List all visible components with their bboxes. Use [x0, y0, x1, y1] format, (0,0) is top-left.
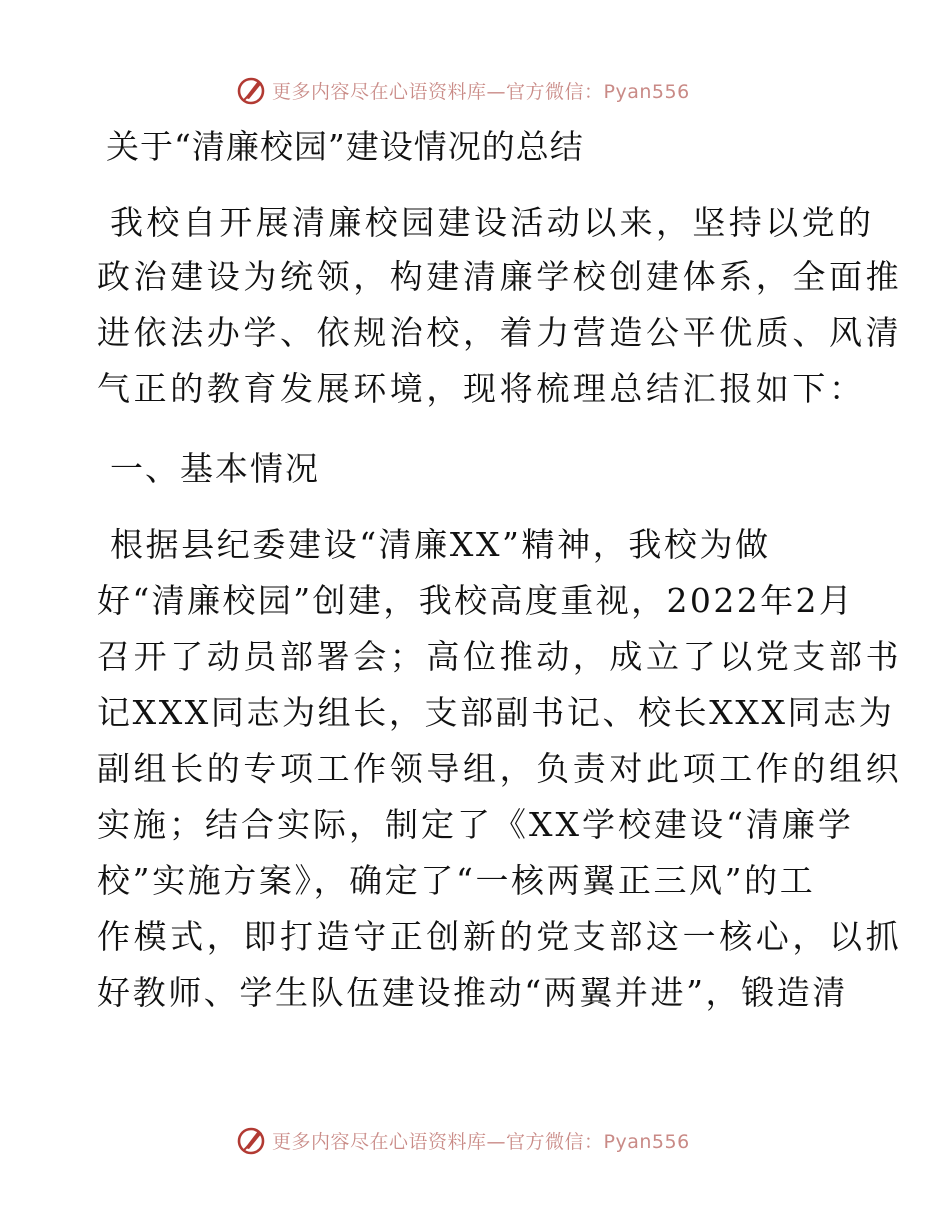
quill-logo-icon	[236, 74, 268, 106]
watermark-header	[236, 72, 690, 108]
paragraph-line: 气正的教育发展环境，现将梳理总结汇报如下：	[97, 369, 866, 408]
section-heading: 一、基本情况	[110, 449, 320, 488]
paragraph-line: 召开了动员部署会；高位推动，成立了以党支部书	[97, 637, 903, 676]
watermark-footer	[236, 1122, 690, 1158]
paragraph-line: 我校自开展清廉校园建设活动以来，坚持以党的	[110, 203, 875, 242]
paragraph-line: 实施；结合实际，制定了《XX学校建设“清廉学	[97, 805, 854, 844]
document-title: 关于“清廉校园”建设情况的总结	[106, 127, 584, 166]
paragraph-line: 好“清廉校园”创建，我校高度重视，2022年2月	[97, 581, 855, 620]
quill-logo-icon	[236, 1124, 268, 1156]
paragraph-line: 根据县纪委建设“清廉XX”精神，我校为做	[110, 525, 771, 564]
paragraph-line: 记XXX同志为组长，支部副书记、校长XXX同志为	[97, 693, 895, 732]
paragraph-line: 政治建设为统领，构建清廉学校创建体系，全面推	[97, 257, 903, 296]
paragraph-line: 作模式，即打造守正创新的党支部这一核心，以抓	[97, 917, 903, 956]
watermark-text: 更多内容尽在心语资料库—官方微信：Pyan556	[272, 1130, 690, 1153]
paragraph-line: 校”实施方案》，确定了“一核两翼正三风”的工	[97, 861, 816, 900]
paragraph-line: 进依法办学、依规治校，着力营造公平优质、风清	[97, 313, 903, 352]
paragraph-line: 好教师、学生队伍建设推动“两翼并进”，锻造清	[97, 973, 848, 1012]
paragraph-line: 副组长的专项工作领导组，负责对此项工作的组织	[97, 749, 903, 788]
watermark-text: 更多内容尽在心语资料库—官方微信：Pyan556	[272, 80, 690, 103]
